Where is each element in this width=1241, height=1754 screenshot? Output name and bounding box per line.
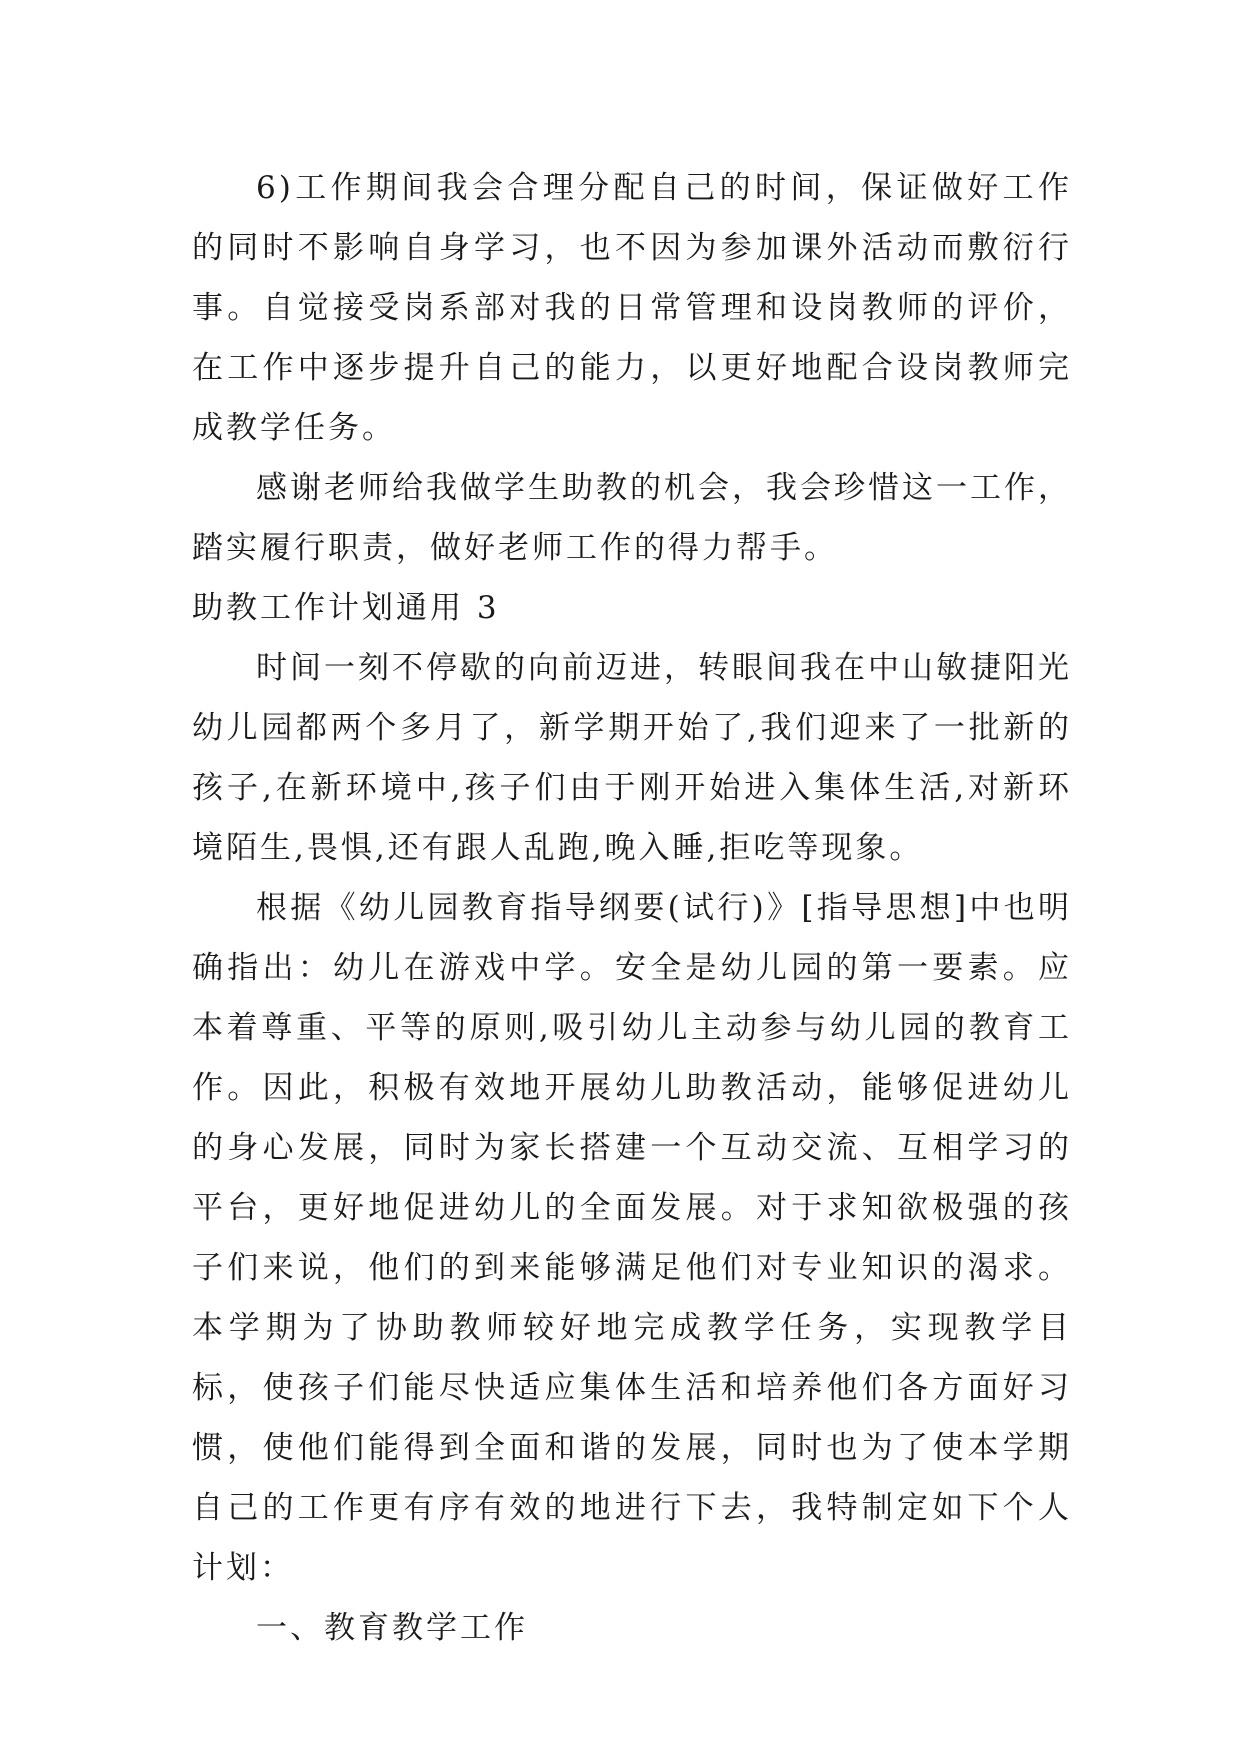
paragraph-new-term: 时间一刻不停歇的向前迈进，转眼间我在中山敏捷阳光幼儿园都两个多月了，新学期开始了,我们迎来了一批新的孩子,在新环境中,孩子们由于刚开始进入集体生活,对新环境陌生,畏惧,还有跟人乱跑,晚入睡,拒吃等现象。 bbox=[192, 650, 1072, 866]
paragraph-teaching-work: 一、教育教学工作 bbox=[256, 1610, 528, 1646]
document-body bbox=[192, 158, 1072, 1658]
paragraph-thanks: 感谢老师给我做学生助教的机会，我会珍惜这一工作，踏实履行职责，做好老师工作的得力帮手。 bbox=[192, 470, 1072, 566]
paragraph-work-time: 6)工作期间我会合理分配自己的时间，保证做好工作的同时不影响自身学习，也不因为参加课外活动而敷衍行事。自觉接受岗系部对我的日常管理和设岗教师的评价，在工作中逐步提升自己的能力，以更好地配合设岗教师完成教学任务。 bbox=[192, 170, 1072, 446]
section-heading: 助教工作计划通用 3 bbox=[192, 590, 500, 626]
paragraph-guideline: 根据《幼儿园教育指导纲要(试行)》[指导思想]中也明确指出：幼儿在游戏中学。安全是幼儿园的第一要素。应本着尊重、平等的原则,吸引幼儿主动参与幼儿园的教育工作。因此，积极有效地开展幼儿助教活动，能够促进幼儿的身心发展，同时为家长搭建一个互动交流、互相学习的平台，更好地促进幼儿的全面发展。对于求知欲极强的孩子们来说，他们的到来能够满足他们对专业知识的渴求。本学期为了协助教师较好地完成教学任务，实现教学目标，使孩子们能尽快适应集体生活和培养他们各方面好习惯，使他们能得到全面和谐的发展，同时也为了使本学期自己的工作更有序有效的地进行下去，我特制定如下个人计划： bbox=[192, 890, 1072, 1586]
